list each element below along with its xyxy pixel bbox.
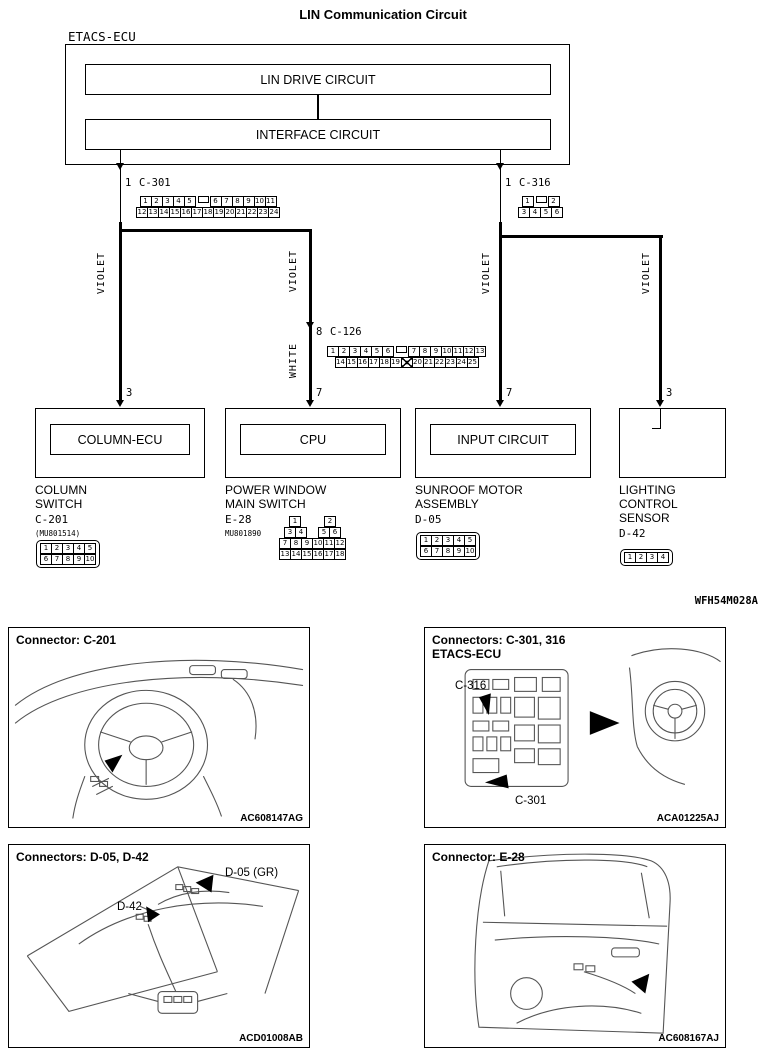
- pin-cell: 3: [162, 196, 174, 207]
- pin-cell: 19: [214, 208, 224, 216]
- pin-cell: 1: [522, 196, 534, 207]
- wire-branch-left: [119, 229, 312, 232]
- interface-circuit-box: INTERFACE CIRCUIT: [85, 119, 551, 150]
- pin-number-cpu: 7: [316, 387, 323, 399]
- wire-arrow: [496, 163, 504, 170]
- pin-cell: 4: [295, 527, 307, 538]
- pin-grid-d42: [620, 549, 673, 566]
- pin-cell: 7: [221, 196, 233, 207]
- cpu-box: CPU: [240, 424, 386, 455]
- input-circuit-box: INPUT CIRCUIT: [430, 424, 576, 455]
- pin-grid: [279, 516, 346, 560]
- pin-cell: 1: [420, 535, 432, 546]
- wire-color-label: VIOLET: [641, 252, 652, 295]
- pin-grid: [624, 552, 669, 563]
- pin-grid-c301: [136, 196, 280, 218]
- connector-latch: [396, 346, 407, 353]
- pin-cell: 7: [431, 546, 443, 557]
- pin-cell: 4: [73, 543, 85, 554]
- pin-cell: 5: [540, 207, 552, 218]
- panel-code: ACA01225AJ: [656, 813, 719, 824]
- pin-cell: 15: [302, 550, 312, 558]
- pin-grid: [518, 196, 563, 218]
- callout-c301: C-301: [515, 795, 547, 807]
- pin-cell: 12: [335, 539, 345, 547]
- callout-c316: C-316: [455, 680, 487, 692]
- pin-cell: 18: [380, 358, 389, 366]
- wire-violet-right: [499, 222, 502, 402]
- pin-cell: 3: [62, 543, 74, 554]
- pin-cell: 3: [518, 207, 530, 218]
- pin-cell: 9: [73, 554, 85, 565]
- pin-cell: 2: [338, 346, 350, 357]
- pin-grid: [136, 196, 280, 218]
- component-name-line: MAIN SWITCH: [225, 497, 306, 511]
- pin-cell: 5: [371, 346, 383, 357]
- connector-code: D-05: [415, 513, 442, 526]
- location-arrow: [631, 974, 649, 994]
- pin-cell: 14: [336, 358, 345, 366]
- location-arrow: [105, 755, 123, 773]
- pin-cell: [301, 516, 313, 527]
- pin-cell: 8: [290, 538, 302, 549]
- component-name-line: SUNROOF MOTOR: [415, 483, 523, 497]
- component-name-line: SENSOR: [619, 511, 670, 525]
- pin-cell: 25: [468, 358, 477, 366]
- panel-title: Connector: E-28: [432, 850, 525, 864]
- pin-cell: 9: [301, 538, 313, 549]
- pin-cell: 10: [85, 555, 95, 563]
- internal-connector-line: [317, 95, 319, 119]
- illustration-door-panel: [425, 845, 725, 1047]
- component-name-line: CONTROL: [619, 497, 678, 511]
- connector-code: C-201: [35, 513, 69, 526]
- pin-number-input-circuit: 7: [506, 387, 513, 399]
- component-name-line: COLUMN: [35, 483, 88, 497]
- wire-arrow: [306, 322, 314, 329]
- pin-cell: 5: [464, 535, 476, 546]
- pin-grid-c316: [518, 196, 563, 218]
- pin-cell: 5: [84, 543, 96, 554]
- pin-cell: 16: [358, 358, 367, 366]
- pin-cell: 6: [210, 196, 222, 207]
- component-name-line: SWITCH: [35, 497, 83, 511]
- panel-code: AC608147AG: [240, 813, 303, 824]
- pin-cell: 18: [203, 208, 213, 216]
- connector-code: D-42: [619, 527, 646, 540]
- pin-cell: 4: [360, 346, 372, 357]
- pin-cell: 21: [424, 358, 433, 366]
- pin-cell: 2: [548, 196, 560, 207]
- photo-panel-e28: [424, 844, 726, 1048]
- connector-name-c126: C-126: [330, 326, 362, 338]
- column-ecu-box: COLUMN-ECU: [50, 424, 190, 455]
- pin-cell: 12: [137, 208, 147, 216]
- pin-cell: 7: [279, 538, 291, 549]
- pin-cell: 4: [173, 196, 185, 207]
- pin-cell: 3: [442, 535, 454, 546]
- pin-cell: 10: [255, 197, 264, 205]
- pin-cell: 2: [151, 196, 163, 207]
- pin-grid-e28: [279, 516, 346, 560]
- panel-title: Connector: C-201: [16, 633, 117, 647]
- wire-color-label: VIOLET: [288, 250, 299, 293]
- connector-latch: [198, 196, 209, 203]
- callout-d05: D-05 (GR): [225, 867, 279, 879]
- wire-color-label: WHITE: [288, 343, 299, 379]
- wire-arrow: [116, 400, 124, 407]
- pin-cell: 1: [289, 516, 301, 527]
- connector-name-c301: C-301: [139, 177, 171, 189]
- pin-cell: 8: [442, 546, 454, 557]
- pin-cell: 10: [465, 547, 475, 555]
- pin-cell: 3: [349, 346, 361, 357]
- figure-code: WFH54M028A: [694, 595, 758, 607]
- pin-cell: 1: [624, 552, 636, 563]
- component-name-line: POWER WINDOW: [225, 483, 327, 497]
- connector-latch: [536, 196, 547, 203]
- pin-cell: 7: [408, 346, 420, 357]
- pin-number-column-ecu: 3: [126, 387, 133, 399]
- pin-cell: 23: [258, 208, 268, 216]
- pin-grid-c126: [327, 346, 486, 368]
- pin-cell: 9: [243, 196, 255, 207]
- etacs-ecu-label: ETACS-ECU: [68, 29, 136, 44]
- pin-cell: 2: [431, 535, 443, 546]
- pin-cell: 6: [329, 527, 341, 538]
- pin-cell: 9: [430, 346, 442, 357]
- pin-number-lighting-sensor: 3: [666, 387, 673, 399]
- pin-cell: 10: [313, 539, 323, 547]
- wire-color-label: VIOLET: [96, 252, 107, 295]
- wire-segment: [500, 150, 502, 224]
- pin-cell: 20: [225, 208, 235, 216]
- pin-cell: 15: [347, 358, 356, 366]
- pin-cell: 16: [313, 550, 323, 558]
- photo-panel-d05-d42: [8, 844, 310, 1048]
- pin-cell: 13: [148, 208, 158, 216]
- wire-arrow: [496, 400, 504, 407]
- pin-number-c126: 8: [316, 326, 323, 338]
- pin-number-c316: 1: [505, 177, 512, 189]
- pin-cell: 2: [324, 516, 336, 527]
- pin-cell: 11: [266, 197, 275, 205]
- sensor-terminal-tick: [652, 428, 660, 429]
- panel-code: AC608167AJ: [658, 1033, 719, 1044]
- pin-cell: 11: [324, 539, 334, 547]
- pin-cell: 7: [51, 554, 63, 565]
- pin-cell: 5: [184, 196, 196, 207]
- pin-cell: 2: [51, 543, 63, 554]
- pin-grid-d05: [416, 532, 480, 560]
- pin-grid: [40, 543, 96, 565]
- pin-grid: [420, 535, 476, 557]
- pin-cell: 3: [284, 527, 296, 538]
- component-name-line: ASSEMBLY: [415, 497, 479, 511]
- connector-code: E-28: [225, 513, 252, 526]
- pin-cell: 14: [291, 550, 301, 558]
- pin-cell: 24: [269, 208, 279, 216]
- illustration-dashboard-steering: [9, 628, 309, 827]
- pin-cell: 15: [170, 208, 180, 216]
- wire-segment: [120, 150, 122, 224]
- pin-cell: 19: [391, 358, 400, 366]
- pin-cell: 11: [453, 347, 463, 355]
- pin-cell: 8: [232, 196, 244, 207]
- pin-cell: 22: [247, 208, 257, 216]
- pin-cell: 22: [435, 358, 444, 366]
- location-arrow: [590, 711, 620, 735]
- pin-cell: 4: [529, 207, 541, 218]
- lin-drive-circuit-box: LIN DRIVE CIRCUIT: [85, 64, 551, 95]
- pin-cell: 1: [140, 196, 152, 207]
- wire-arrow: [116, 163, 124, 170]
- component-name-line: LIGHTING: [619, 483, 676, 497]
- wire-violet-far-right: [659, 235, 662, 403]
- pin-number-c301: 1: [125, 177, 132, 189]
- photo-panel-c201: [8, 627, 310, 828]
- pin-cell: 4: [453, 535, 465, 546]
- pin-cell: 17: [192, 208, 202, 216]
- panel-code: ACD01008AB: [239, 1033, 303, 1044]
- c316-pointer-arrow: [479, 693, 491, 715]
- wire-arrow: [306, 400, 314, 407]
- lighting-sensor-box: [619, 408, 726, 478]
- pin-cell: 17: [324, 550, 334, 558]
- photo-panel-c301-c316: [424, 627, 726, 828]
- part-number: (MU801514): [35, 529, 81, 538]
- pin-cell: 9: [453, 546, 465, 557]
- sensor-terminal-line: [660, 408, 661, 429]
- callout-d42: D-42: [117, 901, 142, 913]
- pin-cell: 14: [159, 208, 169, 216]
- component-label-column-switch: [35, 483, 87, 541]
- pin-cell: 17: [369, 358, 378, 366]
- panel-title: Connectors: C-301, 316: [432, 633, 566, 647]
- pin-cell: 13: [475, 347, 485, 355]
- wire-color-label: VIOLET: [481, 252, 492, 295]
- wire-arrow: [656, 400, 664, 407]
- pin-cell: 16: [181, 208, 191, 216]
- pin-cell: 24: [457, 358, 466, 366]
- pin-cell: 3: [646, 552, 658, 563]
- panel-subtitle: ETACS-ECU: [432, 647, 502, 661]
- part-number: MU801890: [225, 529, 262, 538]
- pin-cell: 2: [635, 552, 647, 563]
- pin-cell: 21: [236, 208, 246, 216]
- connector-name-c316: C-316: [519, 177, 551, 189]
- pin-cell: 1: [40, 543, 52, 554]
- pin-grid-c201: [36, 540, 100, 568]
- pin-cell: 8: [419, 346, 431, 357]
- wire-violet-left: [119, 222, 122, 402]
- pin-cell: 1: [327, 346, 339, 357]
- pin-cell: 6: [551, 207, 563, 218]
- pin-cell: 5: [318, 527, 330, 538]
- pin-cell: 6: [382, 346, 394, 357]
- component-label-lighting-sensor: [619, 483, 678, 541]
- pin-cell: 8: [62, 554, 74, 565]
- pin-cell: 10: [442, 347, 452, 355]
- wire-violet-middle: [309, 229, 312, 403]
- component-label-sunroof: [415, 483, 523, 527]
- pin-cell: 13: [280, 550, 290, 558]
- d42-pointer-arrow: [146, 906, 160, 922]
- pin-cell: 4: [657, 552, 669, 563]
- pin-cell: 12: [464, 347, 474, 355]
- pin-cell: 6: [40, 554, 52, 565]
- page-title: LIN Communication Circuit: [299, 7, 467, 22]
- wire-branch-right: [499, 235, 663, 238]
- panel-title: Connectors: D-05, D-42: [16, 850, 149, 864]
- pin-cell: 20: [413, 358, 422, 366]
- pin-grid: [327, 346, 486, 368]
- pin-cell: 6: [420, 546, 432, 557]
- pin-cell: 18: [335, 550, 345, 558]
- pin-cell: 23: [446, 358, 455, 366]
